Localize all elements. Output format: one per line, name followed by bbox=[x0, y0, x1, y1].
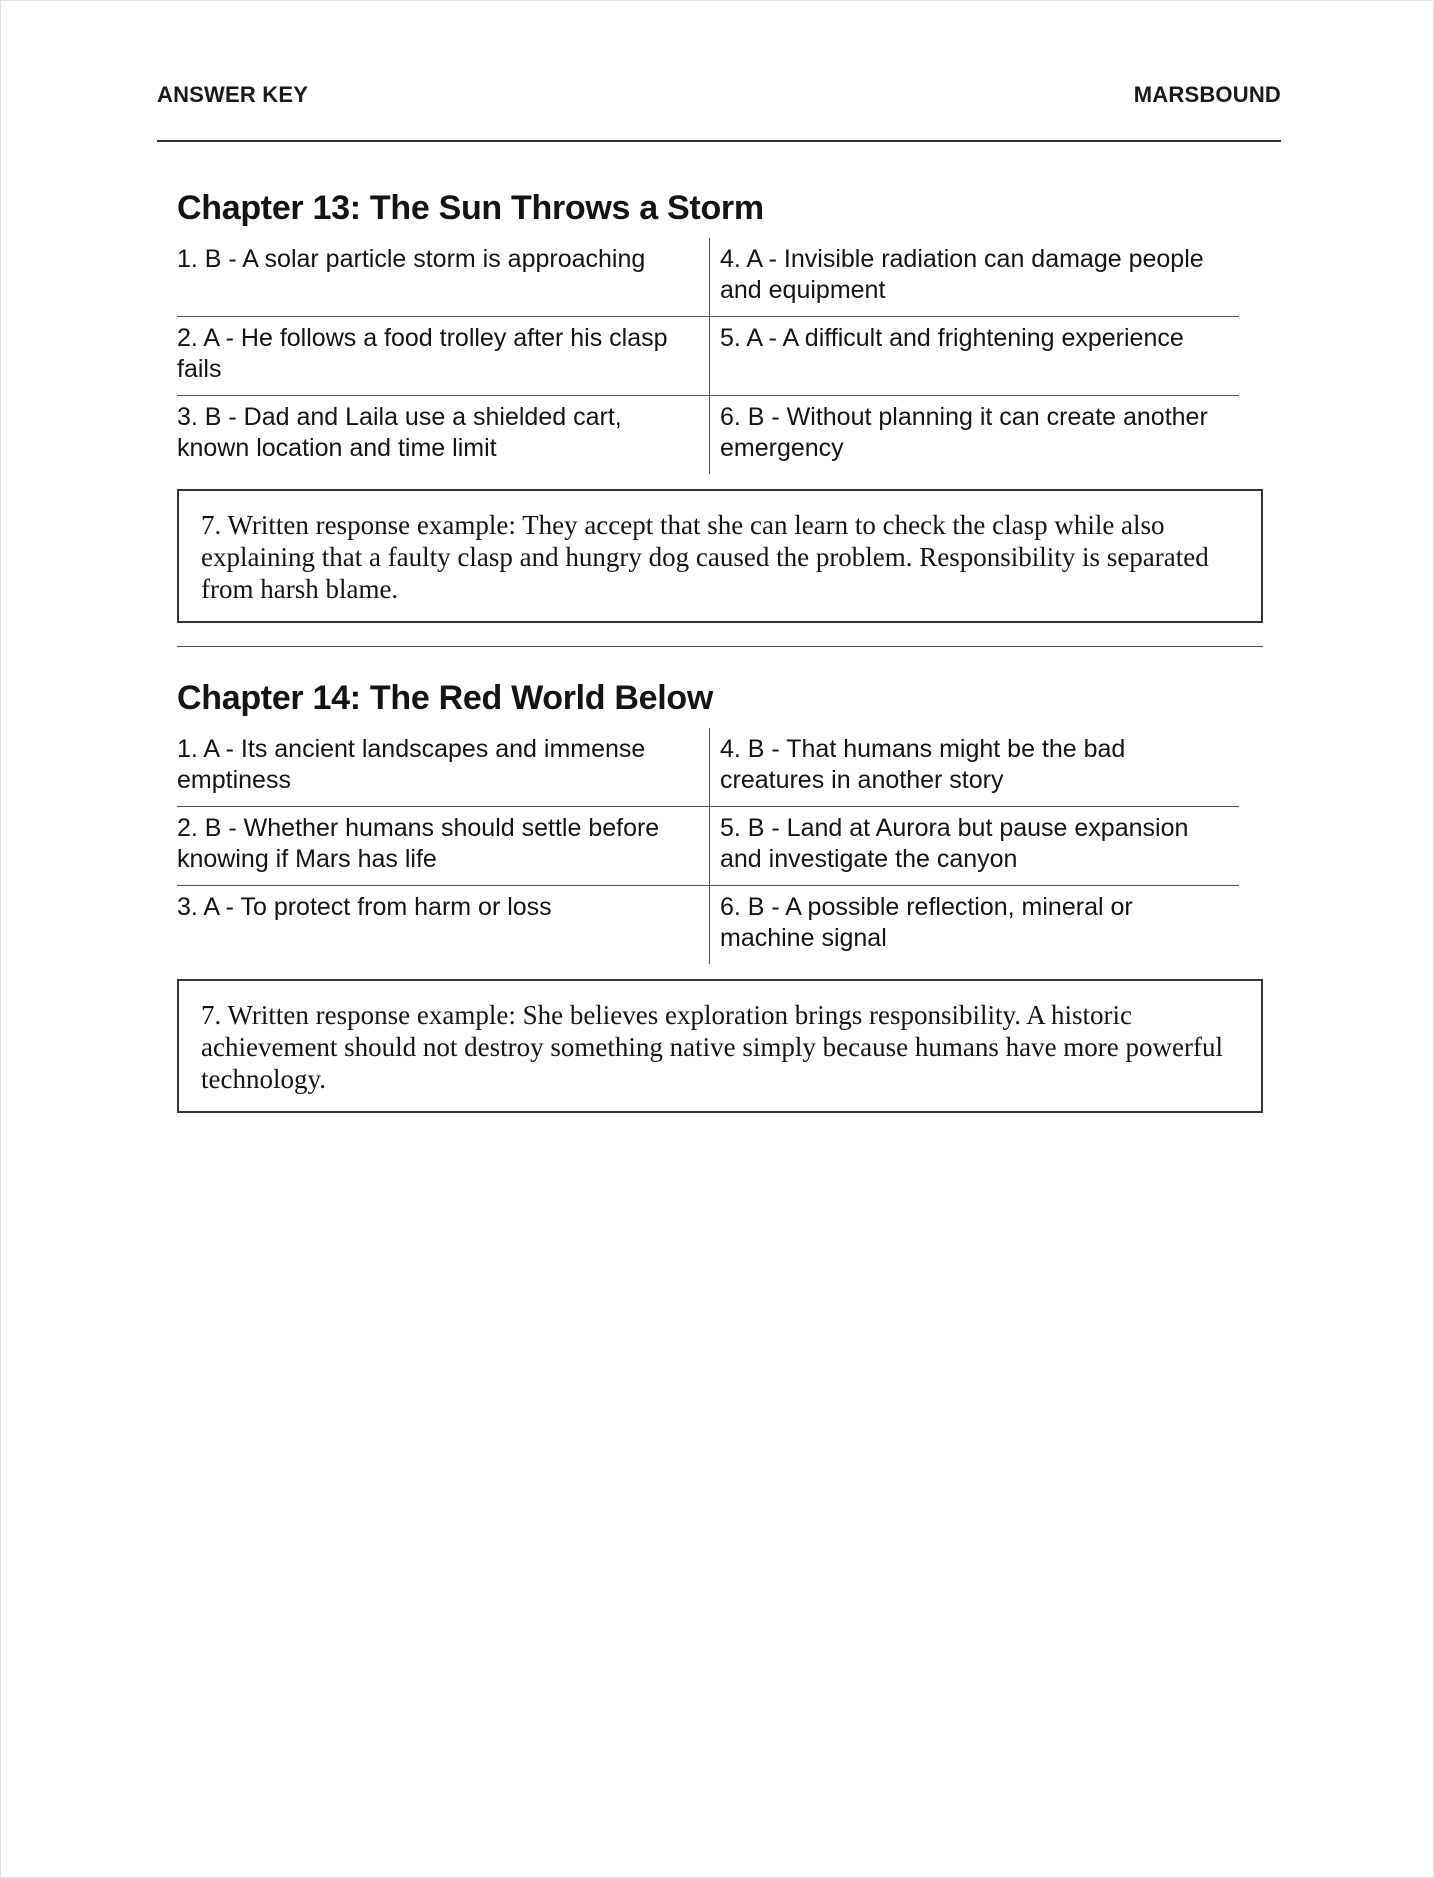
answer-item: 6. B - A possible reflection, mineral or machine signal bbox=[709, 886, 1239, 964]
answer-grid bbox=[177, 728, 1239, 964]
chapter-section bbox=[177, 186, 1263, 623]
answer-grid bbox=[177, 238, 1239, 474]
answer-item: 3. A - To protect from harm or loss bbox=[177, 893, 552, 921]
answer-item: 6. B - Without planning it can create another emergency bbox=[709, 396, 1239, 474]
answer-item: 5. A - A difficult and frightening experience bbox=[709, 317, 1239, 396]
written-response-box: 7. Written response example: They accept that she can learn to check the clasp while also explaining that a faulty clasp and hungry dog caused the problem. Responsibility is separated from harsh blame. bbox=[177, 489, 1263, 623]
chapter-section bbox=[177, 676, 1263, 1113]
page-header bbox=[157, 80, 1281, 142]
answer-item: 3. B - Dad and Laila use a shielded cart, known location and time limit bbox=[177, 403, 622, 462]
answer-item: 2. B - Whether humans should settle before knowing if Mars has life bbox=[177, 807, 709, 886]
answer-item: 4. A - Invisible radiation can damage people and equipment bbox=[709, 238, 1239, 317]
answer-item: 1. A - Its ancient landscapes and immense emptiness bbox=[177, 728, 709, 807]
book-title: MARSBOUND bbox=[1133, 82, 1281, 107]
section-divider bbox=[177, 646, 1263, 647]
header-label: ANSWER KEY bbox=[157, 82, 309, 107]
answer-item: 1. B - A solar particle storm is approaching bbox=[177, 238, 709, 317]
chapter-title: Chapter 14: The Red World Below bbox=[177, 679, 714, 717]
written-response-box: 7. Written response example: She believes exploration brings responsibility. A historic achievement should not destroy something native simply because humans have more powerful technology. bbox=[177, 979, 1263, 1113]
chapter-title: Chapter 13: The Sun Throws a Storm bbox=[177, 189, 764, 227]
answer-item: 4. B - That humans might be the bad creatures in another story bbox=[709, 728, 1239, 807]
answer-item: 2. A - He follows a food trolley after his clasp fails bbox=[177, 317, 709, 396]
answer-item: 5. B - Land at Aurora but pause expansion and investigate the canyon bbox=[709, 807, 1239, 886]
